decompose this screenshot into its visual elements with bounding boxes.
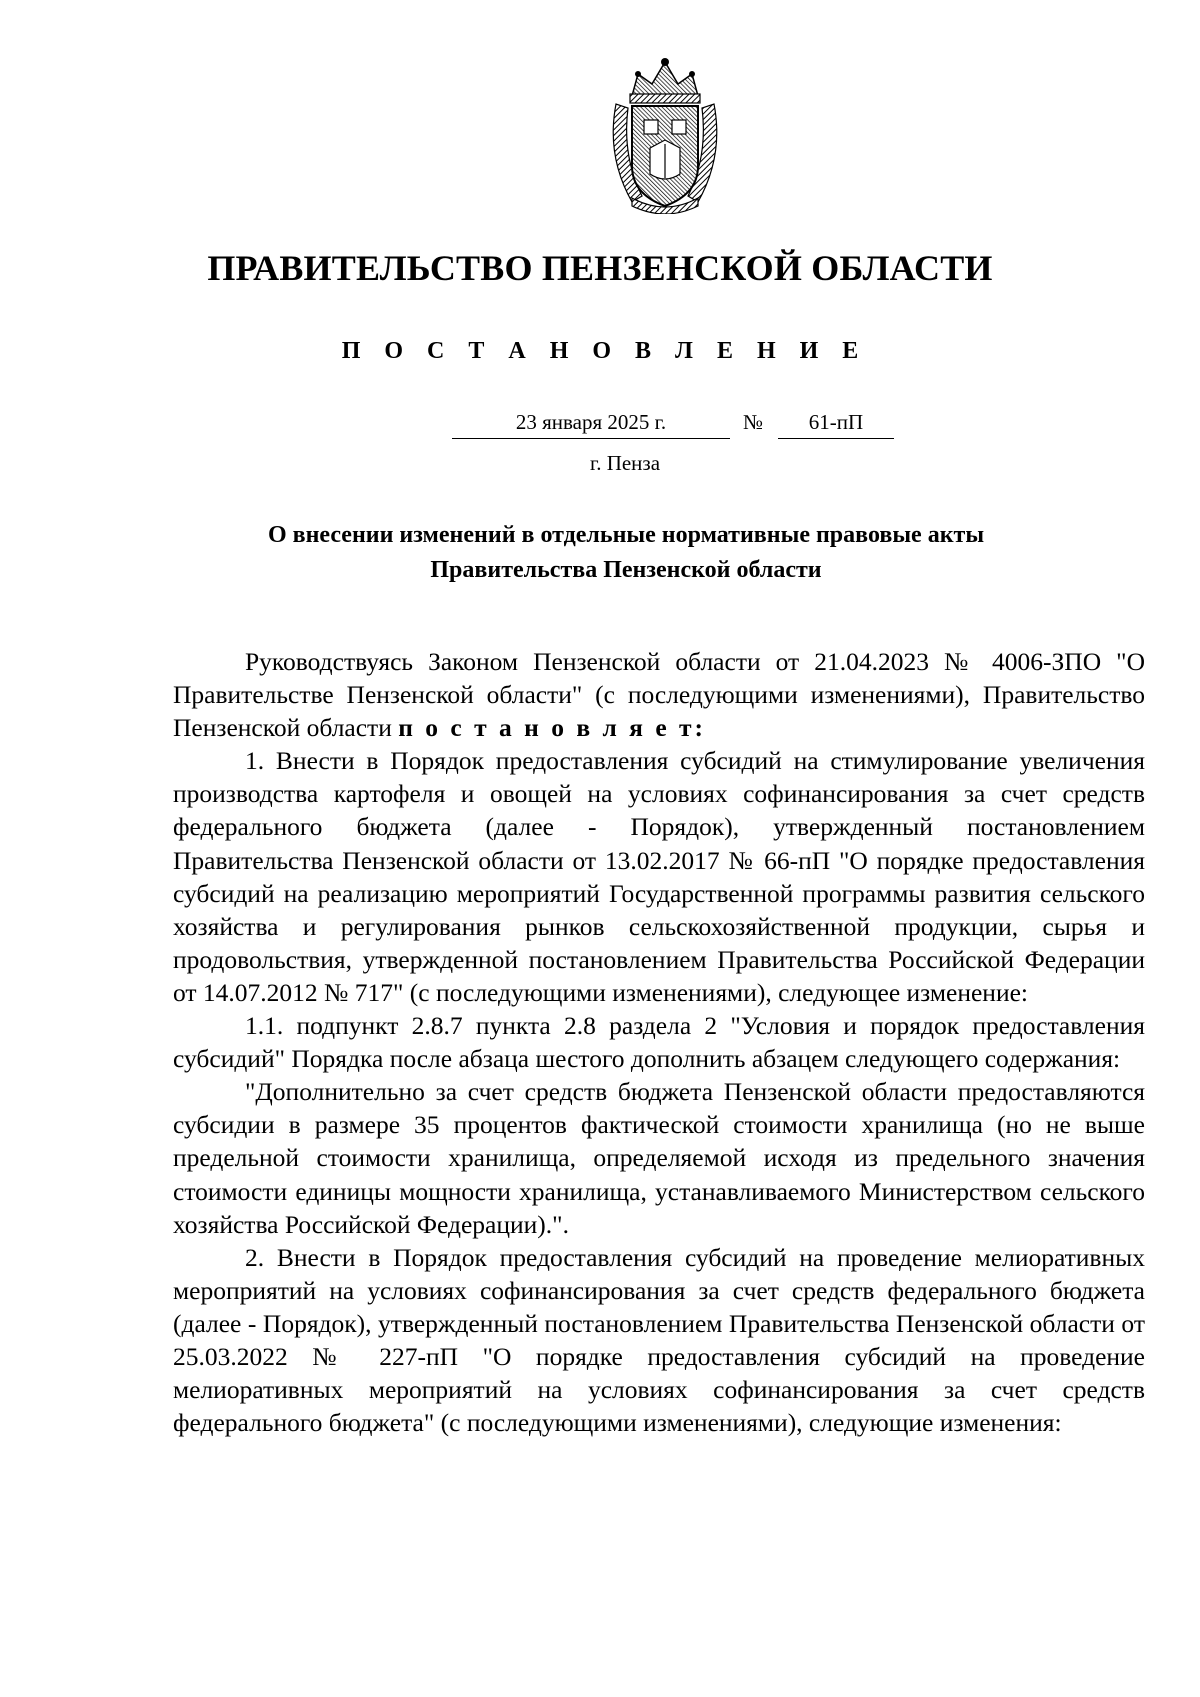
document-number: 61-пП	[778, 408, 894, 439]
document-type: П О С Т А Н О В Л Е Н И Е	[341, 338, 868, 364]
coat-of-arms-icon	[602, 56, 728, 214]
body-paragraph: 1.1. подпункт 2.8.7 пункта 2.8 раздела 2 "Условия и порядок предоставления субсидий" Порядка после абзаца шестого дополнить абзацем следующего содержания:	[173, 1011, 1145, 1074]
resolves-word: п о с т а н о в л я е т:	[398, 713, 707, 743]
intro-text: Руководствуясь Законом Пензенской области от 21.04.2023 № 4006-ЗПО "О Правительстве Пензенской области" (с последующими изменениями), Правительство Пензенской области	[173, 647, 1145, 743]
subject-line: Правительства Пензенской области	[430, 557, 822, 583]
document-date: 23 января 2025 г.	[452, 408, 730, 439]
number-label: №	[742, 410, 764, 434]
intro-paragraph	[173, 645, 1145, 744]
issue-city: г. Пенза	[589, 451, 661, 475]
organization-title: ПРАВИТЕЛЬСТВО ПЕНЗЕНСКОЙ ОБЛАСТИ	[207, 248, 993, 288]
body-paragraph: 1. Внести в Порядок предоставления субсидий на стимулирование увеличения производства картофеля и овощей на условиях софинансирования за счет средств федерального бюджета (далее - Порядок), утвержденный постановлением Правительства Пензенской области от 13.02.2017 № 66-пП "О порядке предоставления субсидий на реализацию мероприятий Государственной программы развития сельского хозяйства и регулирования рынков сельскохозяйственной продукции, сырья и продовольствия, утвержденной постановлением Правительства Российской Федерации от 14.07.2012 № 717" (с последующими изменениями), следующее изменение:	[173, 746, 1145, 1007]
body-paragraph: "Дополнительно за счет средств бюджета Пензенской области предоставляются субсидии в размере 35 процентов фактической стоимости хранилища (но не выше предельной стоимости хранилища, определяемой исходя из предельного значения стоимости единицы мощности хранилища, устанавливаемого Министерством сельского хозяйства Российской Федерации).".	[173, 1077, 1145, 1239]
document-body	[173, 645, 1145, 1439]
subject-line: О внесении изменений в отдельные нормативные правовые акты	[267, 522, 985, 548]
body-paragraph: 2. Внести в Порядок предоставления субсидий на проведение мелиоративных мероприятий на условиях софинансирования за счет средств федерального бюджета (далее - Порядок), утвержденный постановлением Правительства Пензенской области от 25.03.2022 № 227-пП "О порядке предоставления субсидий на проведение мелиоративных мероприятий на условиях софинансирования за счет средств федерального бюджета" (с последующими изменениями), следующие изменения:	[173, 1242, 1145, 1438]
document-subject	[176, 518, 1076, 588]
